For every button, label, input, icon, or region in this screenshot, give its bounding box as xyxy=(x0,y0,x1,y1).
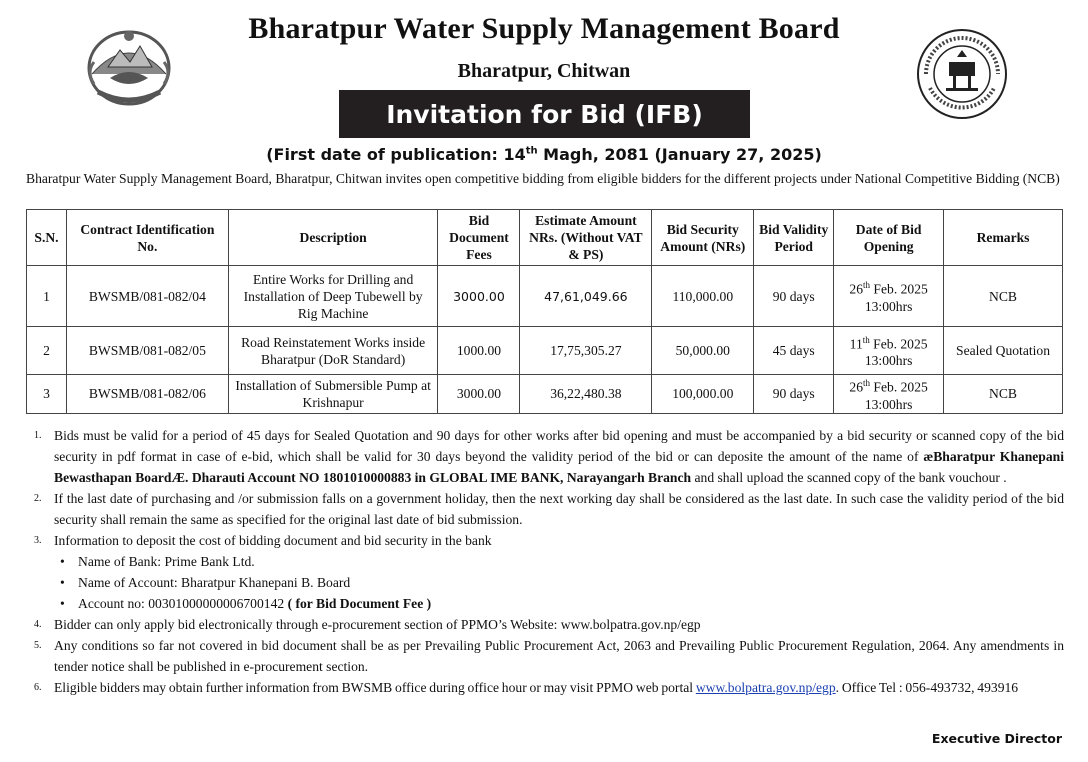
header-contract-id: Contract Identification No. xyxy=(66,210,228,266)
cell-bid-fees: 1000.00 xyxy=(438,327,520,375)
account-name-item: • Name of Account: Bharatpur Khanepani B. Board xyxy=(60,575,351,590)
cell-estimate: 47,61,049.66 xyxy=(520,266,652,327)
cell-remarks: Sealed Quotation xyxy=(944,327,1063,375)
bid-table xyxy=(26,209,1063,414)
header-opening-date: Date of Bid Opening xyxy=(834,210,944,266)
terms-list xyxy=(34,425,1064,698)
cell-validity: 45 days xyxy=(754,327,834,375)
cell-estimate: 17,75,305.27 xyxy=(520,327,652,375)
cell-description: Road Reinstatement Works inside Bharatpur (DoR Standard) xyxy=(228,327,438,375)
note-number: 1. xyxy=(34,430,42,441)
cell-bid-fees: 3000.00 xyxy=(438,375,520,414)
bank-name-item: • Name of Bank: Prime Bank Ltd. xyxy=(60,554,255,569)
table-row xyxy=(27,375,1063,414)
header-bid-fees: Bid Document Fees xyxy=(438,210,520,266)
cell-contract-id: BWSMB/081-082/05 xyxy=(66,327,228,375)
table-header-row xyxy=(27,210,1063,266)
cell-sn: 2 xyxy=(27,327,67,375)
cell-remarks: NCB xyxy=(944,266,1063,327)
cell-description: Entire Works for Drilling and Installation of Deep Tubewell by Rig Machine xyxy=(228,266,438,327)
cell-opening-date: 26th Feb. 2025 13:00hrs xyxy=(834,266,944,327)
header-remarks: Remarks xyxy=(944,210,1063,266)
board-seal-icon xyxy=(916,28,1008,120)
note-4: 4. Bidder can only apply bid electronically through e-procurement section of PPMO’s Website: www.bolpatra.gov.np/egp xyxy=(34,614,1064,635)
table-row xyxy=(27,327,1063,375)
organization-location: Bharatpur, Chitwan xyxy=(457,60,631,82)
cell-bid-security: 110,000.00 xyxy=(652,266,754,327)
cell-sn: 1 xyxy=(27,266,67,327)
ppmo-portal-link[interactable]: www.bolpatra.gov.np/egp xyxy=(695,680,836,695)
cell-opening-date: 11th Feb. 2025 13:00hrs xyxy=(834,327,944,375)
note-number: 6. xyxy=(34,682,42,693)
note-2: 2. If the last date of purchasing and /or submission falls on a government holiday, then the next working day shall be considered as the last date. In such case the validity period of the bid security shall remain the same as specified for the original last date of bid submission. xyxy=(34,488,1064,530)
header-bid-security: Bid Security Amount (NRs) xyxy=(652,210,754,266)
cell-validity: 90 days xyxy=(754,375,834,414)
signatory-title: Executive Director xyxy=(931,731,1062,746)
ifb-banner: Invitation for Bid (IFB) xyxy=(339,90,750,138)
note-number: 3. xyxy=(34,535,42,546)
note-number: 2. xyxy=(34,493,42,504)
note-1: 1. Bids must be valid for a period of 45 days for Sealed Quotation and 90 days for other works after bid opening and must be accompanied by a bid security or scanned copy of the bid security in pdf format in case of e-bid, which shall be valid for 30 days beyond the validity period of the bid or can deposite the amount of the name of æBharatpur Khanepani Bewasthapan BoardÆ. Dharauti Account NO 1801010000883 in GLOBAL IME BANK, Narayangarh Branch and shall upload the scanned copy of the bank vouchour . xyxy=(34,425,1064,488)
header-sn: S.N. xyxy=(27,210,67,266)
header-estimate: Estimate Amount NRs. (Without VAT & PS) xyxy=(520,210,652,266)
cell-bid-fees: 3000.00 xyxy=(438,266,520,327)
intro-paragraph: Bharatpur Water Supply Management Board, Bharatpur, Chitwan invites open competitive bidding from eligible bidders for the different projects under National Competitive Bidding (NCB) xyxy=(26,171,1060,186)
note-number: 4. xyxy=(34,619,42,630)
cell-bid-security: 100,000.00 xyxy=(652,375,754,414)
note-5: 5. Any conditions so far not covered in bid document shall be as per Prevailing Public Procurement Act, 2063 and Prevailing Public Procurement Regulation, 2064. Any amendments in tender notice shall be published in e-procurement section. xyxy=(34,635,1064,677)
note-number: 5. xyxy=(34,640,42,651)
note-3: 3. Information to deposit the cost of bidding document and bid security in the bank xyxy=(34,530,1064,551)
cell-contract-id: BWSMB/081-082/06 xyxy=(66,375,228,414)
cell-opening-date: 26th Feb. 2025 13:00hrs xyxy=(834,375,944,414)
cell-bid-security: 50,000.00 xyxy=(652,327,754,375)
account-number-item: • Account no: 00301000000006700142 ( for Bid Document Fee ) xyxy=(60,596,432,611)
header-description: Description xyxy=(228,210,438,266)
cell-estimate: 36,22,480.38 xyxy=(520,375,652,414)
table-row xyxy=(27,266,1063,327)
cell-validity: 90 days xyxy=(754,266,834,327)
cell-sn: 3 xyxy=(27,375,67,414)
organization-title: Bharatpur Water Supply Management Board xyxy=(248,12,840,45)
cell-description: Installation of Submersible Pump at Krishnapur xyxy=(228,375,438,414)
cell-remarks: NCB xyxy=(944,375,1063,414)
header-validity: Bid Validity Period xyxy=(754,210,834,266)
publication-date: (First date of publication: 14th Magh, 2081 (January 27, 2025) xyxy=(266,145,822,164)
cell-contract-id: BWSMB/081-082/04 xyxy=(66,266,228,327)
note-6: 6. Eligible bidders may obtain further information from BWSMB office during office hour or may visit PPMO web portal www.bolpatra.gov.np/egp. Office Tel : 056-493732, 493916 xyxy=(34,677,1064,698)
